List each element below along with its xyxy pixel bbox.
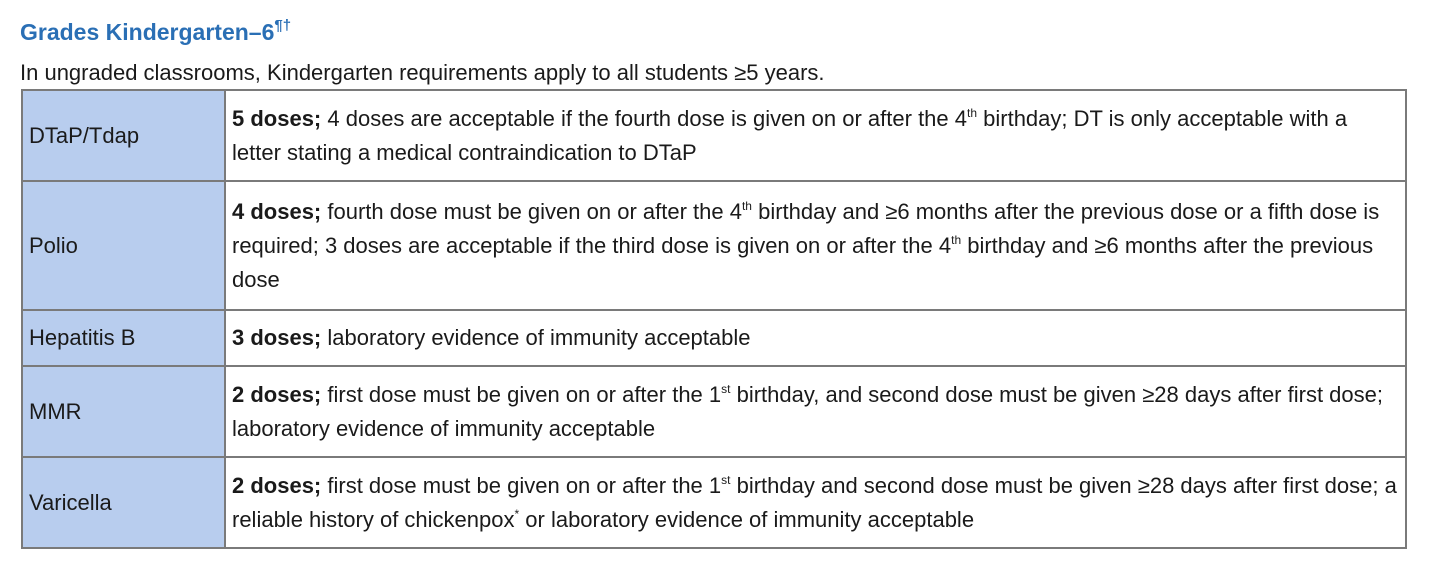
section-heading-text: Grades Kindergarten–6: [20, 19, 275, 45]
requirement-text: first dose must be given on or after the 1: [321, 381, 722, 407]
dose-count: 2 doses;: [232, 472, 322, 498]
requirement-cell: [225, 310, 1406, 366]
ordinal-suffix: th: [967, 105, 978, 120]
requirement-text: laboratory evidence of immunity acceptable: [321, 325, 751, 350]
vaccine-name: Varicella: [22, 457, 225, 548]
dose-count: 4 doses;: [232, 198, 322, 224]
ordinal-suffix: th: [951, 232, 962, 247]
ordinal-suffix: st: [721, 381, 731, 396]
requirement-text: fourth dose must be given on or after the 4: [321, 198, 742, 224]
dose-count: 2 doses;: [232, 381, 322, 407]
requirement-cell: [225, 366, 1406, 457]
footnote-marks: ¶†: [274, 17, 292, 34]
ordinal-suffix: st: [721, 472, 731, 487]
vaccine-name: DTaP/Tdap: [22, 90, 225, 181]
table-row-dtap: [22, 90, 1406, 181]
dose-count: 3 doses;: [232, 325, 322, 350]
requirement-text: birthday, and second dose must be given ≥28 days after first dose; laboratory evidence of immunity acceptable: [232, 381, 1383, 441]
requirement-text: birthday; DT is only acceptable with a letter stating a medical contraindication to DTaP: [232, 105, 1348, 165]
footnote-marker: *: [514, 506, 520, 521]
section-heading: [20, 14, 291, 50]
requirement-text: 4 doses are acceptable if the fourth dose is given on or after the 4: [321, 105, 967, 131]
dose-count: 5 doses;: [232, 105, 322, 131]
requirement-cell: [225, 181, 1406, 310]
table-row-polio: [22, 181, 1406, 310]
vaccine-name: Polio: [22, 181, 225, 310]
requirement-text: birthday and second dose must be given ≥28 days after first dose; a reliable history of chickenpox: [232, 472, 1397, 532]
table-row-mmr: [22, 366, 1406, 457]
requirement-cell: [225, 457, 1406, 548]
ordinal-suffix: th: [741, 198, 752, 213]
requirement-cell: [225, 90, 1406, 181]
vaccine-name: MMR: [22, 366, 225, 457]
requirement-text: or laboratory evidence of immunity acceptable: [519, 506, 975, 532]
vaccine-name: Hepatitis B: [22, 310, 225, 366]
requirement-text: birthday and ≥6 months after the previous dose: [232, 232, 1374, 292]
requirement-text: first dose must be given on or after the 1: [321, 472, 722, 498]
intro-text: In ungraded classrooms, Kindergarten requirements apply to all students ≥5 years.: [20, 60, 825, 85]
table-row-hepatitis-b: [22, 310, 1406, 366]
requirement-text: birthday and ≥6 months after the previous dose or a fifth dose is required; 3 doses are acceptable if the third dose is given on or after the 4: [232, 198, 1380, 258]
requirements-table: [21, 89, 1407, 549]
table-row-varicella: [22, 457, 1406, 548]
